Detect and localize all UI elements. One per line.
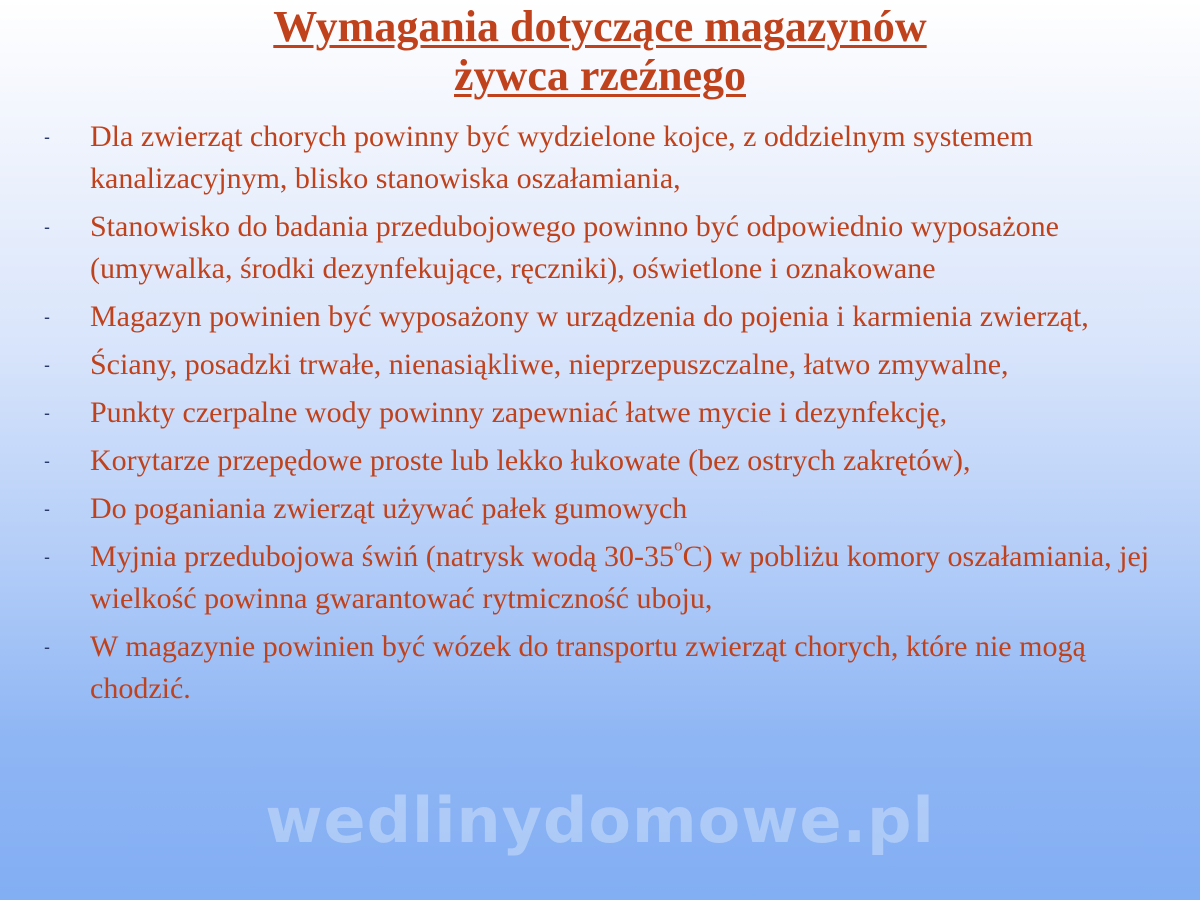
- bullet-item: [0, 488, 1200, 530]
- bullet-text: Magazyn powinien być wyposażony w urządzenia do pojenia i karmienia zwierząt,: [90, 300, 1089, 333]
- slide-title-line-2: żywca rzeźnego: [454, 51, 746, 100]
- bullet-text: Korytarze przepędowe proste lub lekko łukowate (bez ostrych zakrętów),: [90, 444, 971, 477]
- slide-title: [0, 2, 1200, 100]
- degree-superscript: o: [674, 535, 683, 555]
- bullet-marker: -: [44, 403, 50, 423]
- bullet-text: [90, 535, 1150, 615]
- bullet-text: Dla zwierząt chorych powinny być wydzielone kojce, z oddzielnym systemem kanalizacyjnym, blisko stanowiska oszałamiania,: [90, 120, 1034, 195]
- bullet-text: Punkty czerpalne wody powinny zapewniać łatwe mycie i dezynfekcję,: [90, 396, 948, 429]
- bullet-marker: -: [44, 127, 50, 147]
- watermark: wedlinydomowe.pl: [265, 784, 935, 857]
- bullet-text: Ściany, posadzki trwałe, nienasiąkliwe, nieprzepuszczalne, łatwo zmywalne,: [90, 348, 1009, 381]
- bullet-text: W magazynie powinien być wózek do transportu zwierząt chorych, które nie mogą chodzić.: [90, 630, 1086, 705]
- bullet-item: [0, 536, 1200, 620]
- bullet-list: [0, 116, 1200, 716]
- bullet-marker: -: [44, 637, 50, 657]
- bullet-marker: -: [44, 547, 50, 567]
- bullet-item: [0, 392, 1200, 434]
- bullet-marker: -: [44, 451, 50, 471]
- bullet-text-part: Myjnia przedubojowa świń (natrysk wodą 30-35: [90, 540, 675, 573]
- bullet-text: Stanowisko do badania przedubojowego powinno być odpowiednio wyposażone (umywalka, środki dezynfekujące, ręczniki), oświetlone i oznakowane: [90, 210, 1059, 285]
- bullet-marker: -: [44, 355, 50, 375]
- bullet-item: [0, 440, 1200, 482]
- bullet-marker: -: [44, 499, 50, 519]
- bullet-item: [0, 626, 1200, 710]
- slide-title-line-1: Wymagania dotyczące magazynów: [273, 2, 927, 51]
- bullet-marker: -: [44, 307, 50, 327]
- bullet-marker: -: [44, 217, 50, 237]
- bullet-item: [0, 206, 1200, 290]
- bullet-item: [0, 344, 1200, 386]
- bullet-item: [0, 296, 1200, 338]
- bullet-item: [0, 116, 1200, 200]
- bullet-text-part: C) w pobliżu komory oszałamiania, jej wielkość powinna gwarantować rytmiczność uboju,: [90, 540, 1150, 615]
- bullet-text: Do poganiania zwierząt używać pałek gumowych: [90, 492, 688, 525]
